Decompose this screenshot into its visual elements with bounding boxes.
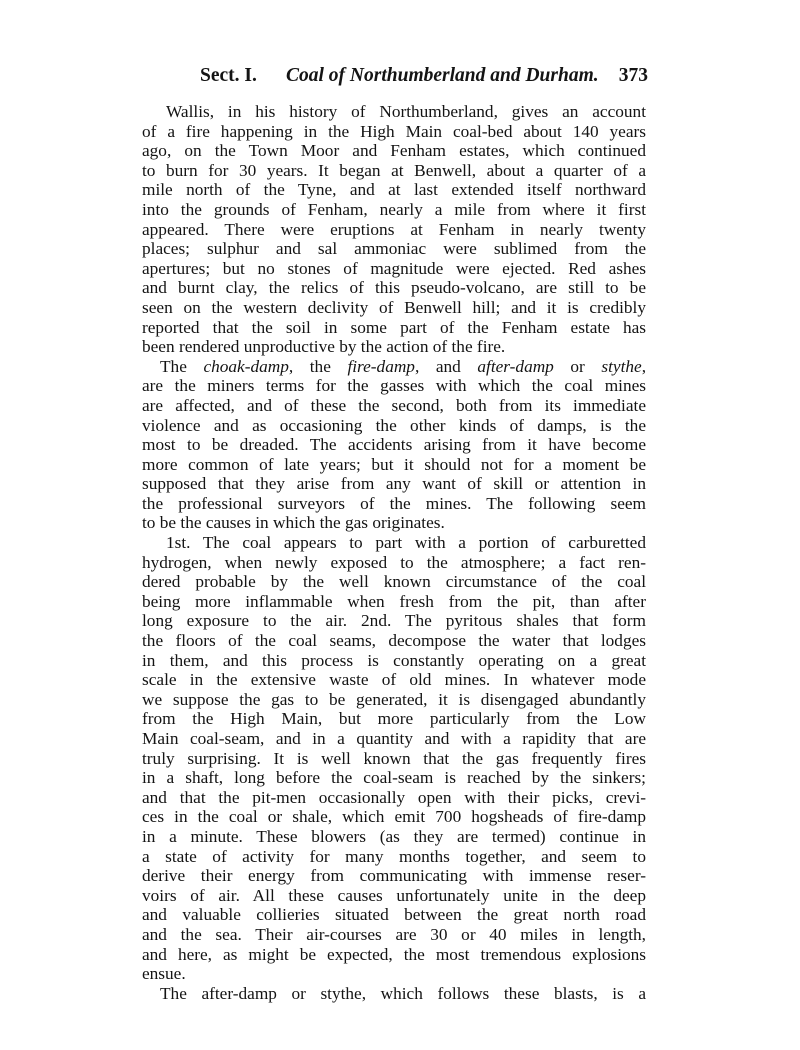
text-line: violence and as occasioning the other kinds of damps, is the: [142, 415, 646, 435]
text-line: and here, as might be expected, the most tremendous explosions: [142, 944, 646, 964]
text-segment: , the: [288, 356, 348, 376]
italic-term: fire-damp: [347, 356, 415, 376]
text-segment: ,: [641, 356, 647, 376]
text-line: and burnt clay, the relics of this pseudo-volcano, are still to be: [142, 278, 646, 298]
text-line: hydrogen, when newly exposed to the atmosphere; a fact ren-: [142, 552, 646, 572]
text-line: scale in the extensive waste of old mines. In whatever mode: [142, 670, 646, 690]
text-line: and valuable collieries situated between the great north road: [142, 905, 646, 925]
text-line: been rendered unproductive by the action of the fire.: [142, 337, 506, 357]
text-line: voirs of air. All these causes unfortunately unite in the deep: [142, 885, 646, 905]
text-line: [142, 357, 646, 377]
text-line: more common of late years; but it should not for a moment be: [142, 454, 646, 474]
text-segment: or: [553, 356, 602, 376]
text-line: and the sea. Their air-courses are 30 or 40 miles in length,: [142, 924, 646, 944]
text-line: places; sulphur and sal ammoniac were sublimed from the: [142, 239, 646, 259]
italic-term: after-damp: [477, 356, 554, 376]
page-number: 373: [618, 65, 648, 86]
text-line: long exposure to the air. 2nd. The pyritous shales that form: [142, 611, 646, 631]
text-line: from the High Main, but more particularly from the Low: [142, 709, 646, 729]
text-line: truly surprising. It is well known that the gas frequently fires: [142, 748, 646, 768]
text-line: apertures; but no stones of magnitude were ejected. Red ashes: [142, 258, 646, 278]
text-line: mile north of the Tyne, and at last extended itself northward: [142, 180, 646, 200]
text-line: in a shaft, long before the coal-seam is reached by the sinkers;: [142, 768, 646, 788]
text-line: in a minute. These blowers (as they are termed) continue in: [142, 826, 646, 846]
text-line: dered probable by the well known circumstance of the coal: [142, 572, 646, 592]
text-segment: , and: [414, 356, 478, 376]
text-line: to be the causes in which the gas originates.: [142, 513, 445, 533]
text-line: of a fire happening in the High Main coal-bed about 140 years: [142, 121, 646, 141]
running-head: [200, 62, 648, 90]
text-line: a state of activity for many months together, and seem to: [142, 846, 646, 866]
text-line: the professional surveyors of the mines. The following seem: [142, 493, 646, 513]
text-line: appeared. There were eruptions at Fenham in nearly twenty: [142, 219, 646, 239]
text-line: are affected, and of these the second, both from its immediate: [142, 395, 646, 415]
text-segment: The: [160, 356, 204, 376]
text-line: we suppose the gas to be generated, it is disengaged abundantly: [142, 689, 646, 709]
section-label: Sect. I.: [200, 65, 257, 86]
text-line: are the miners terms for the gasses with which the coal mines: [142, 376, 646, 396]
text-line: the floors of the coal seams, decompose the water that lodges: [142, 631, 646, 651]
body-text: [142, 102, 646, 1003]
text-line: most to be dreaded. The accidents arising from it have become: [142, 435, 646, 455]
text-line: ces in the coal or shale, which emit 700 hogsheads of fire-damp: [142, 807, 646, 827]
text-line: Main coal-seam, and in a quantity and with a rapidity that are: [142, 729, 646, 748]
text-line: supposed that they arise from any want of skill or attention in: [142, 474, 646, 494]
text-line: seen on the western declivity of Benwell hill; and it is credibly: [142, 297, 646, 317]
text-line: derive their energy from communicating with immense reser-: [142, 866, 646, 886]
italic-term: stythe: [601, 356, 642, 376]
text-line: Wallis, in his history of Northumberland, gives an account: [166, 102, 646, 121]
text-line: ensue.: [142, 964, 186, 984]
text-line: in them, and this process is constantly operating on a great: [142, 650, 646, 670]
text-line: ago, on the Town Moor and Fenham estates, which continued: [142, 141, 646, 161]
text-line: 1st. The coal appears to part with a portion of carburetted: [166, 533, 646, 553]
text-line: The after-damp or stythe, which follows these blasts, is a: [160, 983, 646, 1003]
text-line: reported that the soil in some part of the Fenham estate has: [142, 317, 646, 337]
text-line: and that the pit-men occasionally open with their picks, crevi-: [142, 787, 646, 807]
text-line: into the grounds of Fenham, nearly a mile from where it first: [142, 199, 646, 219]
running-title: Coal of Northumberland and Durham.: [286, 65, 599, 86]
text-line: being more inflammable when fresh from the pit, than after: [142, 591, 646, 611]
italic-term: choak-damp: [203, 356, 289, 376]
text-line: to burn for 30 years. It began at Benwell, about a quarter of a: [142, 160, 646, 180]
